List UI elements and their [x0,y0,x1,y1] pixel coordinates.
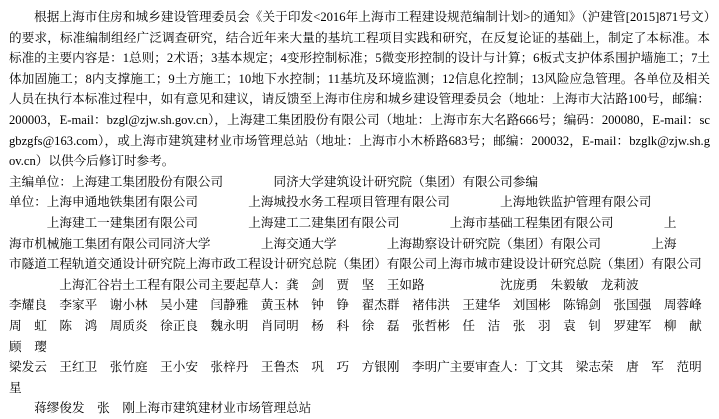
credit-co-editor-4: 市隧道工程轨道交通设计研究院上海市政工程设计研究总院（集团）有限公司上海市城市建设设计研究总院（集团）有限公司 [9,257,702,272]
credit-co-editor-3: 海市机械施工集团有限公司同济大学 上海交通大学 上海勘察设计研究院（集团）有限公司 上海 [9,236,677,251]
credit-main-authors: 上海汇谷岩土工程有限公司主要起草人：龚 剑 贾 坚 王如路 沈庞勇 朱毅敏 龙莉波 [9,277,639,292]
credit-co-editor-1: 单位：上海申通地铁集团有限公司 上海城投水务工程项目管理有限公司 上海地铁监护管理有限公司 [9,195,652,210]
credit-authors-3: 梁发云 王红卫 张竹庭 王小安 张梓丹 王鲁杰 巩 巧 方银刚 李明广主要审查人：丁文其 梁志荣 唐 军 范明星 [9,360,702,395]
paragraph-intro: 根据上海市住房和城乡建设管理委员会《关于印发<2016年上海市工程建设规范编制计划>的通知》（沪建管[2015]871号文）的要求，标准编制组经广泛调查研究，结合近年来大量的基坑工程项目实践和研究，在反复论证的基础上，制定了本标准。本标准的主要内容是：1总则；2术语；3基本规定；4变形控制标准；5微变形控制的设计与计算；6板式支护体系围护墙施工；7土体加固施工；8内支撑施工；9土方施工；10地下水控制；11基坑及环境监测；12信息化控制；13风险应急管理。各单位及相关人员在执行本标准过程中，如有意见和建议，请反馈至上海市住房和城乡建设管理委员会（地址：上海市大沽路100号，邮编：200003，E-mail：bzgl@zjw.sh.gov.cn），上海建工集团股份有限公司（地址：上海市东大名路666号；编码：200080，E-mail：scgbzgfs@163.com），或上海市建筑建材业市场管理总站（地址：上海市小木桥路683号；邮编：200032，E-mail：bzglk@zjw.sh.gov.cn）以供今后修订时参考。 [9,10,710,169]
credit-chief-editor: 主编单位：上海建工集团股份有限公司 同济大学建筑设计研究院（集团）有限公司参编 [9,174,538,189]
credit-authors-1: 李耀良 李家平 谢小林 吴小建 闫静雅 黄玉林 钟 铮 翟杰群 褚伟洪 王建华 刘国彬 陈锦剑 张国强 周蓉峰 [9,298,702,313]
credit-authors-2: 周 虹 陈 鸿 周质炎 徐正良 魏永明 肖同明 杨 科 徐 磊 张哲彬 任 洁 张 羽 袁 钊 罗建军 柳 献 顾 璎 [9,318,715,354]
credit-authors-4: 蒋缪俊发 张 刚上海市建筑建材业市场管理总站 [9,401,312,416]
credit-co-editor-2: 上海建工一建集团有限公司 上海建工二建集团有限公司 上海市基础工程集团有限公司 上 [9,215,677,230]
